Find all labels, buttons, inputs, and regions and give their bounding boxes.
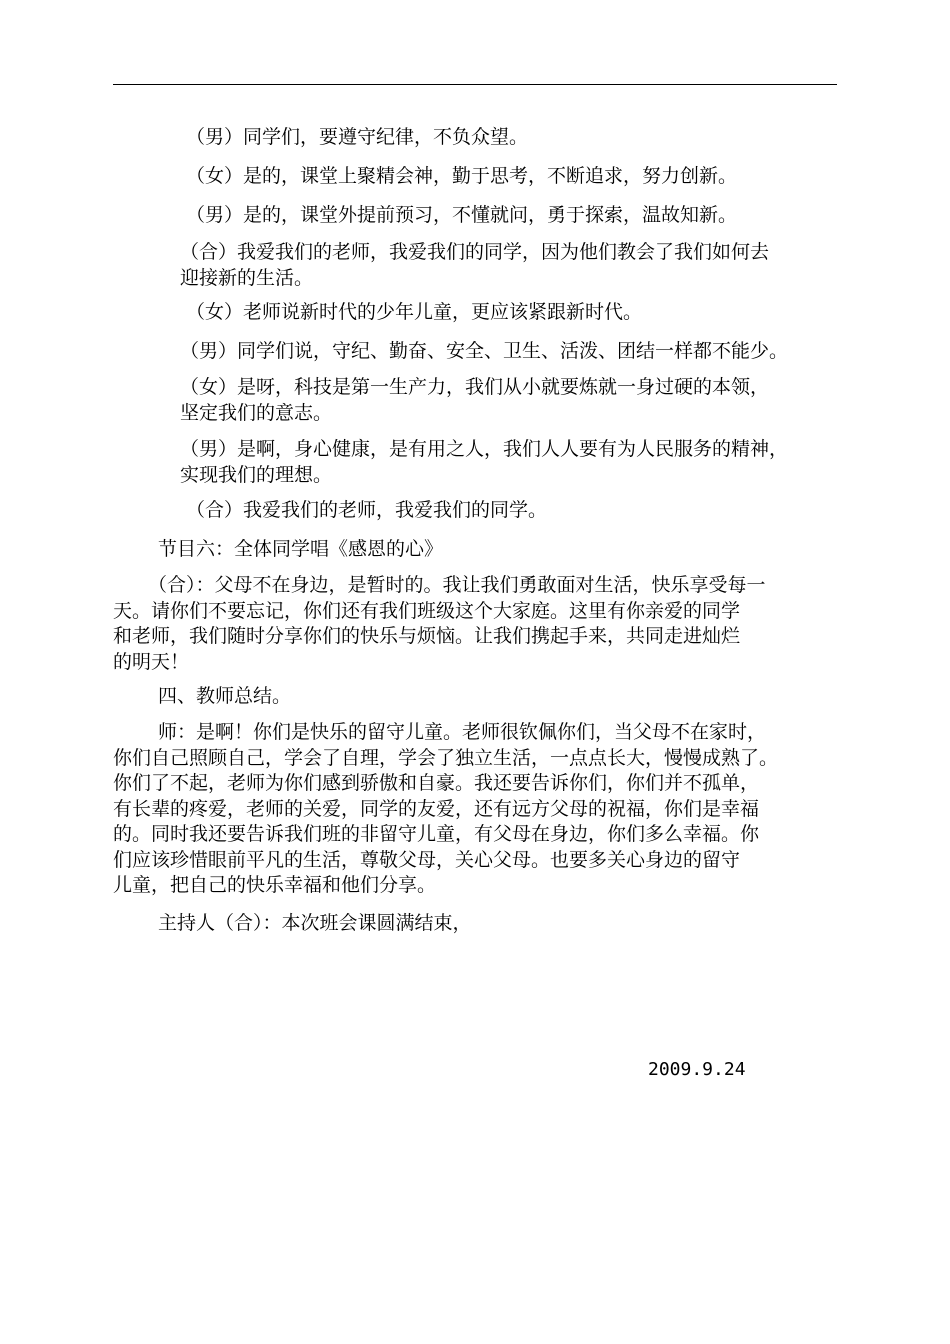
paragraph-line: 的明天！ — [113, 650, 190, 673]
chorus-paragraph — [113, 573, 766, 675]
paragraph-line: （合）：父母不在身边，是暂时的。我让我们勇敢面对生活，快乐享受每一 — [148, 574, 766, 596]
paragraph-line: 的。同时我还要告诉我们班的非留守儿童，有父母在身边，你们多么幸福。你 — [113, 823, 760, 845]
paragraph-line: 天。请你们不要忘记，你们还有我们班级这个大家庭。这里有你亲爱的同学 — [113, 599, 741, 622]
dialogue-line: （男）同学们，要遵守纪律，不负众望。 — [186, 126, 529, 148]
paragraph-line: 师：是啊！你们是快乐的留守儿童。老师很钦佩你们，当父母不在家时， — [158, 721, 767, 743]
date: 2009.9.24 — [648, 1059, 746, 1080]
dialogue-line-wrapped — [180, 437, 788, 488]
dialogue-line-wrapped — [180, 240, 769, 291]
paragraph-line: 和老师，我们随时分享你们的快乐与烦恼。让我们携起手来，共同走进灿烂 — [113, 625, 741, 647]
paragraph-line: 你们自己照顾自己，学会了自理，学会了独立生活，一点点长大，慢慢成熟了。 — [113, 746, 779, 769]
paragraph-line: 们应该珍惜眼前平凡的生活，尊敬父母，关心父母。也要多关心身边的留守 — [113, 848, 741, 871]
header-rule — [113, 84, 837, 85]
dialogue-text: （女）是呀，科技是第一生产力，我们从小就要炼就一身过硬的本领， — [180, 376, 770, 398]
dialogue-text: 实现我们的理想。 — [180, 463, 333, 486]
dialogue-line-wrapped — [180, 375, 769, 426]
section-heading: 四、教师总结。 — [158, 685, 292, 707]
dialogue-text: 迎接新的生活。 — [180, 266, 314, 289]
dialogue-line: （女）老师说新时代的少年儿童，更应该紧跟新时代。 — [186, 301, 643, 323]
dialogue-line: （男）同学们说，守纪、勤奋、安全、卫生、活泼、团结一样都不能少。 — [180, 340, 789, 362]
dialogue-line: （合）我爱我们的老师，我爱我们的同学。 — [186, 499, 548, 521]
dialogue-line: （男）是的，课堂外提前预习，不懂就问，勇于探索，温故知新。 — [186, 204, 738, 226]
paragraph-line: 你们了不起，老师为你们感到骄傲和自豪。我还要告诉你们，你们并不孤单， — [113, 772, 760, 794]
host-closing: 主持人（合）：本次班会课圆满结束， — [158, 912, 472, 934]
paragraph-line: 儿童，把自己的快乐幸福和他们分享。 — [113, 874, 437, 896]
teacher-summary-paragraph — [113, 720, 778, 899]
paragraph-line: 有长辈的疼爱，老师的关爱，同学的友爱，还有远方父母的祝福，你们是幸福 — [113, 797, 760, 820]
dialogue-line: （女）是的，课堂上聚精会神，勤于思考，不断追求，努力创新。 — [186, 165, 738, 187]
dialogue-text: （合）我爱我们的老师，我爱我们的同学，因为他们教会了我们如何去 — [180, 241, 770, 263]
program-heading: 节目六：全体同学唱《感恩的心》 — [158, 538, 444, 560]
dialogue-text: 坚定我们的意志。 — [180, 401, 333, 424]
dialogue-text: （男）是啊，身心健康，是有用之人，我们人人要有为人民服务的精神， — [180, 438, 789, 460]
